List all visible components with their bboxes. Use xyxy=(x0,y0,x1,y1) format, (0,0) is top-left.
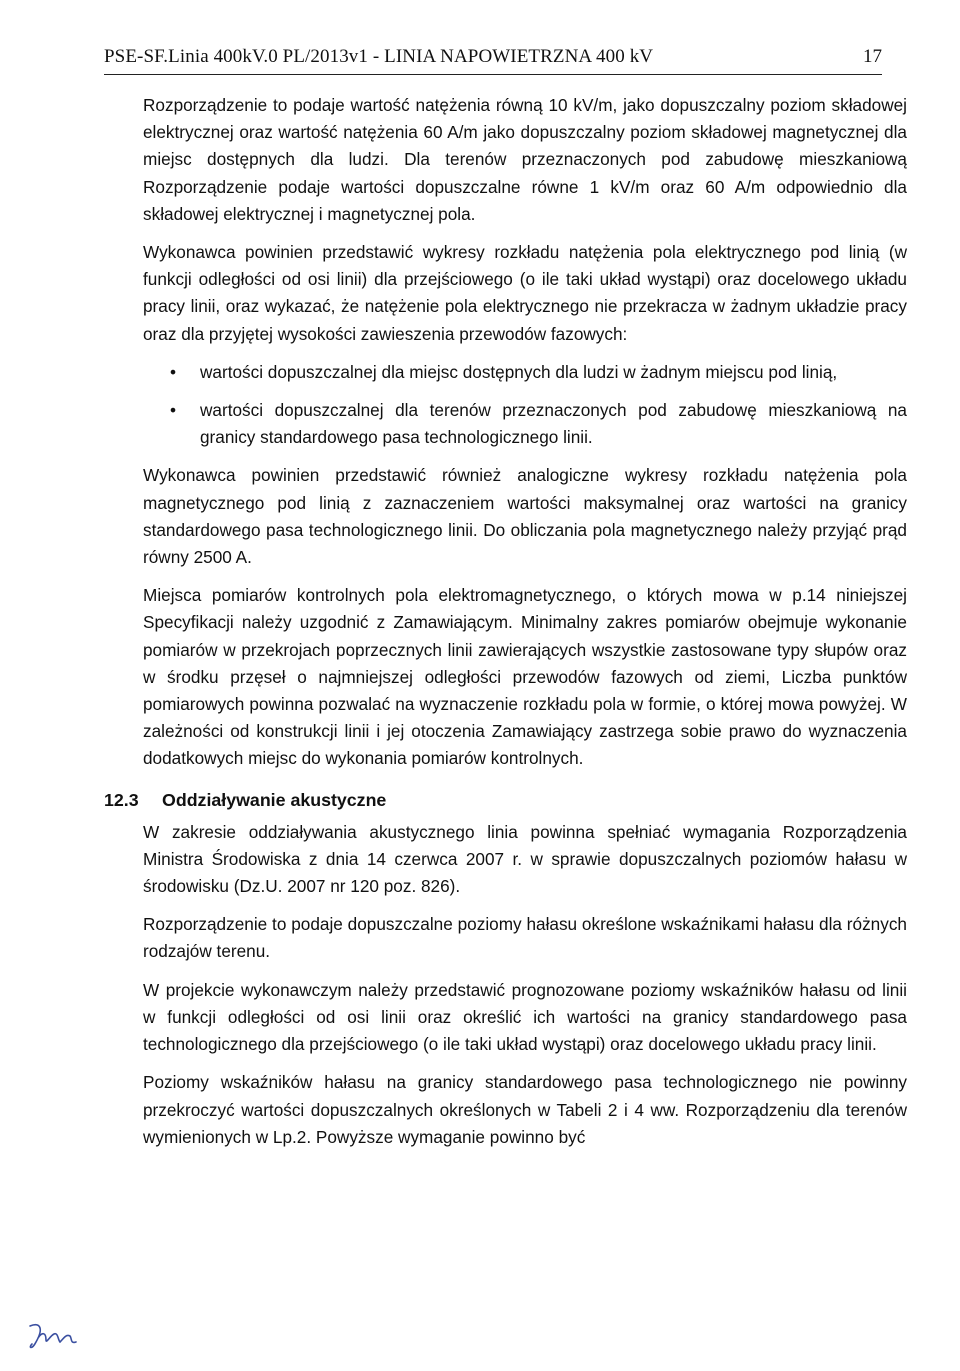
bullet-icon: • xyxy=(170,361,177,382)
page-number: 17 xyxy=(863,46,882,67)
list-item-text: wartości dopuszczalnej dla miejsc dostępnych dla ludzi w żadnym miejscu pod linią, xyxy=(200,361,838,382)
handwritten-signature xyxy=(24,1318,84,1358)
list-item-text: wartości dopuszczalnej dla terenów przeznaczonych pod zabudowę mieszkaniową na granicy standardowego pasa technologicznego linii. xyxy=(200,400,907,448)
paragraph: Miejsca pomiarów kontrolnych pola elektromagnetycznego, o których mowa w p.14 niniejszej Specyfikacji należy uzgodnić z Zamawiającym. Minimalny zakres pomiarów obejmuje wykonanie pomiarów w przekrojach poprzecznych linii zawierających wszystkie zastosowane typy słupów oraz w środku przęseł o najmniejszej odległości przewodów fazowych od ziemi, Liczba punktów pomiarowych powinna pozwalać na wyznaczenie rozkładu pola w formie, o której mowa powyżej. W zależności od konstrukcji linii i jej otoczenia Zamawiający zastrzega sobie prawo do wyznaczenia dodatkowych miejsc do wykonania pomiarów kontrolnych. xyxy=(143,585,907,769)
section-number: 12.3 xyxy=(104,789,139,810)
paragraph: Rozporządzenie to podaje dopuszczalne poziomy hałasu określone wskaźnikami hałasu dla różnych rodzajów terenu. xyxy=(143,914,907,962)
paragraph: Wykonawca powinien przedstawić wykresy rozkładu natężenia pola elektrycznego pod linią (w funkcji odległości od osi linii) dla przejściowego (o ile taki układ wystąpi) oraz docelowego układu pracy linii, oraz wykazać, że natężenie pola elektrycznego nie przekracza w żadnym układzie pracy oraz dla przyjętej wysokości zawieszenia przewodów fazowych: xyxy=(143,242,907,344)
paragraph: Wykonawca powinien przedstawić również analogiczne wykresy rozkładu natężenia pola magnetycznego pod linią z zaznaczeniem wartości maksymalnej oraz wartości na granicy standardowego pasa technologicznego linii. Do obliczania pola magnetycznego należy przyjąć prąd równy 2500 A. xyxy=(143,465,907,568)
paragraph: W projekcie wykonawczym należy przedstawić prognozowane poziomy wskaźników hałasu od linii w funkcji odległości od osi linii oraz określić ich wartości na granicy standardowego pasa technologicznego dla przejściowego (o ile taki układ wystąpi) oraz docelowego układu pracy linii. xyxy=(143,979,907,1055)
section-title: Oddziaływanie akustyczne xyxy=(162,789,387,810)
list-item xyxy=(143,397,907,451)
document-title: PSE-SF.Linia 400kV.0 PL/2013v1 - LINIA NAPOWIETRZNA 400 kV xyxy=(104,46,654,67)
bullet-list xyxy=(143,359,907,452)
page-header xyxy=(104,44,882,75)
paragraph: W zakresie oddziaływania akustycznego linia powinna spełniać wymagania Rozporządzenia Ministra Środowiska z dnia 14 czerwca 2007 r. w sprawie dopuszczalnych poziomów hałasu w środowisku (Dz.U. 2007 nr 120 poz. 826). xyxy=(143,821,907,897)
paragraph: Poziomy wskaźników hałasu na granicy standardowego pasa technologicznego nie powinny przekroczyć wartości dopuszczalnych określonych w Tabeli 2 i 4 ww. Rozporządzeniu dla terenów wymienionych w Lp.2. Powyższe wymaganie powinno być xyxy=(143,1072,907,1147)
list-item xyxy=(143,359,907,386)
section-heading xyxy=(104,787,907,819)
bullet-icon: • xyxy=(170,400,177,421)
document-body xyxy=(104,92,907,1162)
paragraph: Rozporządzenie to podaje wartość natężenia równą 10 kV/m, jako dopuszczalny poziom składowej elektrycznej oraz wartość natężenia 60 A/m jako dopuszczalny poziom składowej magnetycznej dla miejsc dostępnych dla ludzi. Dla terenów przeznaczonych pod zabudowę mieszkaniową Rozporządzenie podaje wartości dopuszczalne równe 1 kV/m oraz 60 A/m odpowiednio dla składowej elektrycznej i magnetycznej pola. xyxy=(143,95,907,224)
